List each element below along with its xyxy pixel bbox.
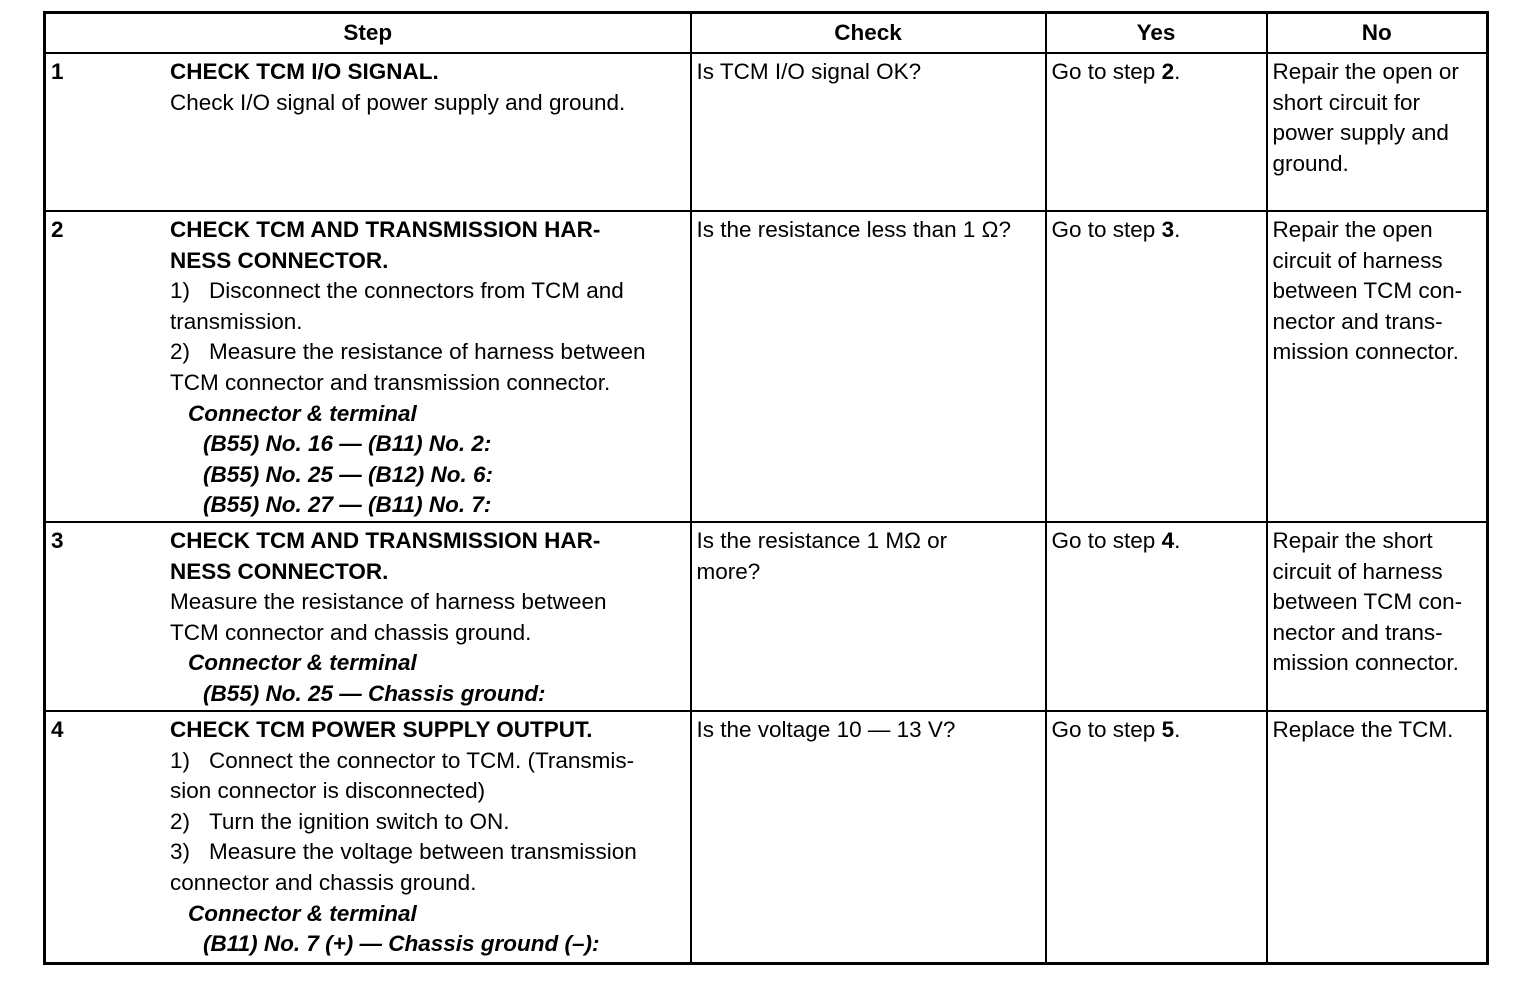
no-text: Repair the open: [1272, 217, 1433, 242]
check-text: Is the resistance less than 1 Ω?: [696, 217, 1011, 242]
step-title: CHECK TCM I/O SIGNAL.: [170, 59, 439, 84]
check-cell: [691, 53, 1046, 211]
yes-prefix: Go to step: [1051, 717, 1162, 742]
step-cell: [45, 211, 691, 522]
terminal-spec: (B55) No. 25 — Chassis ground:: [203, 680, 546, 706]
yes-cell: [1046, 53, 1267, 211]
step-cell: [45, 53, 691, 211]
sub-step: [170, 746, 686, 777]
step-title: CHECK TCM AND TRANSMISSION HAR-: [170, 528, 601, 553]
terminal-spec: (B55) No. 27 — (B11) No. 7:: [203, 492, 492, 518]
step-number: 1: [51, 59, 64, 84]
step-description: TCM connector and chassis ground.: [170, 619, 532, 645]
sub-step-text: Turn the ignition switch to ON.: [209, 808, 510, 834]
check-text: Is the voltage 10 — 13 V?: [696, 717, 956, 742]
sub-step: [170, 276, 686, 307]
no-text: nector and trans-: [1272, 308, 1443, 334]
header-check: Check: [691, 13, 1046, 54]
yes-step-number: 2: [1161, 59, 1175, 84]
step-title: NESS CONNECTOR.: [170, 247, 389, 273]
terminal-spec: (B11) No. 7 (+) — Chassis ground (–):: [203, 931, 600, 957]
sub-step-number: 3): [170, 839, 191, 865]
step-number: 2: [51, 217, 64, 242]
sub-step-text: Connect the connector to TCM. (Transmis-: [209, 747, 635, 773]
no-text: Repair the open or: [1272, 59, 1459, 84]
step-title: CHECK TCM POWER SUPPLY OUTPUT.: [170, 717, 593, 742]
no-text: mission connector.: [1272, 339, 1459, 365]
table-row: [45, 522, 1488, 711]
step-number: 3: [51, 528, 64, 553]
sub-step-text: transmission.: [170, 308, 303, 334]
sub-step-text: connector and chassis ground.: [170, 869, 477, 895]
sub-step-number: 2): [170, 339, 191, 365]
sub-step-number: 2): [170, 808, 191, 834]
step-cell: [45, 711, 691, 963]
no-cell: [1267, 711, 1488, 963]
connector-label: Connector & terminal: [188, 900, 417, 926]
check-text: more?: [696, 558, 761, 584]
terminal-spec: (B55) No. 16 — (B11) No. 2:: [203, 431, 492, 457]
yes-suffix: .: [1174, 217, 1181, 242]
header-yes: Yes: [1046, 13, 1267, 54]
terminal-spec: (B55) No. 25 — (B12) No. 6:: [203, 461, 494, 487]
sub-step-text: Disconnect the connectors from TCM and: [209, 278, 624, 304]
step-cell: [45, 522, 691, 711]
no-text: power supply and: [1272, 120, 1449, 146]
yes-prefix: Go to step: [1051, 217, 1162, 242]
yes-cell: [1046, 522, 1267, 711]
no-cell: [1267, 53, 1488, 211]
sub-step-text: sion connector is disconnected): [170, 778, 486, 804]
table-header-row: [45, 13, 1488, 54]
step-description: Check I/O signal of power supply and ground.: [170, 89, 626, 115]
check-cell: [691, 211, 1046, 522]
connector-label: Connector & terminal: [188, 400, 417, 426]
step-title: NESS CONNECTOR.: [170, 558, 389, 584]
no-cell: [1267, 211, 1488, 522]
yes-suffix: .: [1174, 59, 1181, 84]
yes-cell: [1046, 211, 1267, 522]
sub-step-number: 1): [170, 278, 191, 304]
table-row: [45, 711, 1488, 963]
sub-step: [170, 837, 686, 868]
connector-label: Connector & terminal: [188, 650, 417, 676]
yes-step-number: 3: [1161, 217, 1175, 242]
header-step: Step: [45, 13, 691, 54]
sub-step: [170, 807, 686, 838]
step-number: 4: [51, 717, 64, 742]
no-text: ground.: [1272, 150, 1349, 176]
sub-step-text: Measure the voltage between transmission: [209, 839, 637, 865]
diagnostic-table: [43, 11, 1489, 965]
check-cell: [691, 711, 1046, 963]
no-text: mission connector.: [1272, 650, 1459, 676]
sub-step-text: Measure the resistance of harness between: [209, 339, 646, 365]
step-description: Measure the resistance of harness between: [170, 589, 607, 615]
check-cell: [691, 522, 1046, 711]
sub-step: [170, 337, 686, 368]
yes-cell: [1046, 711, 1267, 963]
check-text: Is the resistance 1 MΩ or: [696, 528, 948, 553]
sub-step-text: TCM connector and transmission connector.: [170, 369, 611, 395]
no-text: Repair the short: [1272, 528, 1433, 553]
sub-step-number: 1): [170, 747, 191, 773]
no-text: short circuit for: [1272, 89, 1421, 115]
yes-suffix: .: [1174, 528, 1181, 553]
no-text: between TCM con-: [1272, 589, 1463, 615]
yes-prefix: Go to step: [1051, 528, 1162, 553]
header-no: No: [1267, 13, 1488, 54]
table-row: [45, 53, 1488, 211]
no-text: between TCM con-: [1272, 278, 1463, 304]
table-row: [45, 211, 1488, 522]
yes-step-number: 5: [1161, 717, 1175, 742]
no-cell: [1267, 522, 1488, 711]
yes-step-number: 4: [1161, 528, 1175, 553]
no-text: circuit of harness: [1272, 558, 1443, 584]
step-title: CHECK TCM AND TRANSMISSION HAR-: [170, 217, 601, 242]
no-text: Replace the TCM.: [1272, 717, 1454, 742]
no-text: circuit of harness: [1272, 247, 1443, 273]
yes-suffix: .: [1174, 717, 1181, 742]
check-text: Is TCM I/O signal OK?: [696, 59, 922, 84]
yes-prefix: Go to step: [1051, 59, 1162, 84]
no-text: nector and trans-: [1272, 619, 1443, 645]
